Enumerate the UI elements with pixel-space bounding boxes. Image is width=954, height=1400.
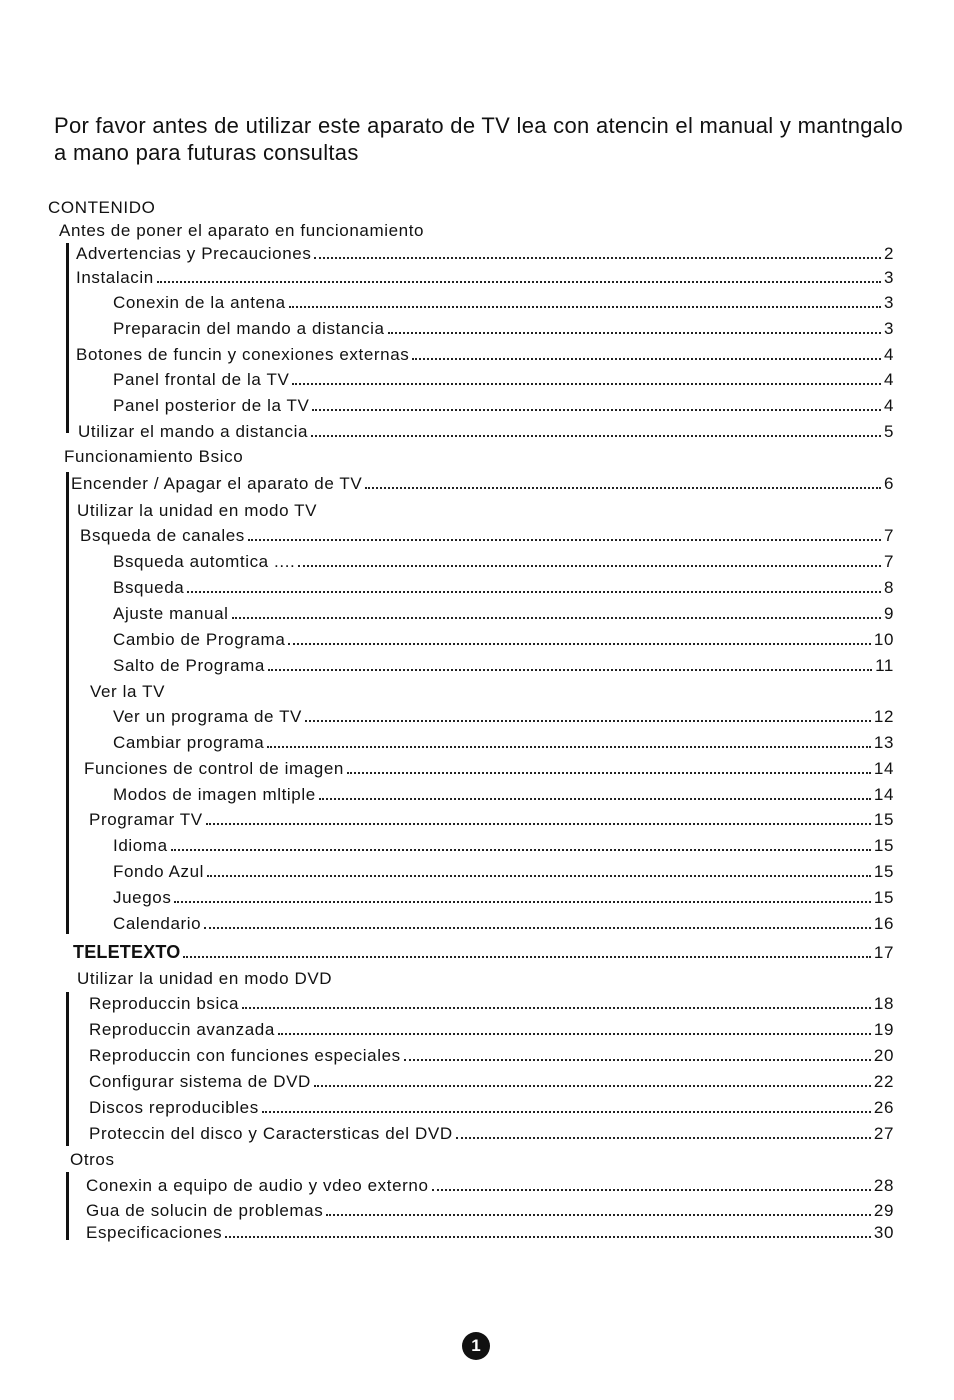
section-watch-tv: Ver la TV [90, 682, 166, 701]
toc-entry[interactable]: Reproduccin con funciones especiales 20 [89, 1046, 894, 1065]
toc-entry[interactable]: Botones de funcin y conexiones externas 4 [76, 345, 894, 364]
toc-entry[interactable]: Ver un programa de TV 12 [113, 707, 894, 726]
toc-entry[interactable]: Cambio de Programa 10 [113, 630, 894, 649]
toc-entry-teletext[interactable]: TELETEXTO 17 [73, 942, 894, 962]
toc-entry[interactable]: Fondo Azul 15 [113, 862, 894, 881]
toc-entry[interactable]: Configurar sistema de DVD 22 [89, 1072, 894, 1091]
toc-entry[interactable]: Utilizar el mando a distancia 5 [78, 422, 894, 441]
section-bar [66, 472, 69, 934]
toc-entry[interactable]: Especificaciones 30 [86, 1223, 894, 1242]
toc-entry[interactable]: Conexin de la antena 3 [113, 293, 894, 312]
toc-entry[interactable]: Bsqueda de canales 7 [80, 526, 894, 545]
toc-entry[interactable]: Modos de imagen mltiple 14 [113, 785, 894, 804]
toc-entry[interactable]: Cambiar programa 13 [113, 733, 894, 752]
toc-entry[interactable]: Reproduccin avanzada 19 [89, 1020, 894, 1039]
toc-entry[interactable]: Gua de solucin de problemas 29 [86, 1201, 894, 1220]
section-basic-operation: Funcionamiento Bsico [64, 447, 244, 466]
toc-entry[interactable]: Bsqueda 8 [113, 578, 894, 597]
toc-entry[interactable]: Advertencias y Precauciones 2 [76, 244, 894, 263]
toc-entry[interactable]: Funciones de control de imagen 14 [84, 759, 894, 778]
page-number-badge: 1 [462, 1332, 490, 1360]
toc-entry[interactable]: Idioma 15 [113, 836, 894, 855]
section-bar [66, 992, 69, 1146]
toc-entry[interactable]: Panel posterior de la TV 4 [113, 396, 894, 415]
toc-entry[interactable]: Ajuste manual 9 [113, 604, 894, 623]
section-tv-mode: Utilizar la unidad en modo TV [77, 501, 318, 520]
section-dvd-mode: Utilizar la unidad en modo DVD [77, 969, 333, 988]
toc-entry[interactable]: Conexin a equipo de audio y vdeo externo 28 [86, 1176, 894, 1195]
toc-entry[interactable]: Discos reproducibles 26 [89, 1098, 894, 1117]
toc-entry[interactable]: Programar TV 15 [89, 810, 894, 829]
section-before-operation: Antes de poner el aparato en funcionamiento [59, 221, 425, 240]
toc-entry[interactable]: Juegos 15 [113, 888, 894, 907]
section-bar [66, 1172, 69, 1240]
toc-entry[interactable]: Reproduccin bsica 18 [89, 994, 894, 1013]
toc-entry[interactable]: Salto de Programa 11 [113, 656, 894, 675]
toc-entry[interactable]: Proteccin del disco y Caractersticas del DVD 27 [89, 1124, 894, 1143]
section-bar [66, 243, 69, 433]
toc-entry[interactable]: Encender / Apagar el aparato de TV 6 [71, 474, 894, 493]
toc-entry[interactable]: Preparacin del mando a distancia 3 [113, 319, 894, 338]
contents-title: CONTENIDO [48, 198, 156, 217]
toc-entry[interactable]: Instalacin 3 [76, 268, 894, 287]
toc-entry[interactable]: Calendario 16 [113, 914, 894, 933]
intro-notice: Por favor antes de utilizar este aparato de TV lea con atencin el manual y mantngalo a mano para futuras consultas [54, 113, 904, 165]
toc-entry[interactable]: Panel frontal de la TV 4 [113, 370, 894, 389]
section-others: Otros [70, 1150, 115, 1169]
toc-entry[interactable]: Bsqueda automtica .... 7 [113, 552, 894, 571]
